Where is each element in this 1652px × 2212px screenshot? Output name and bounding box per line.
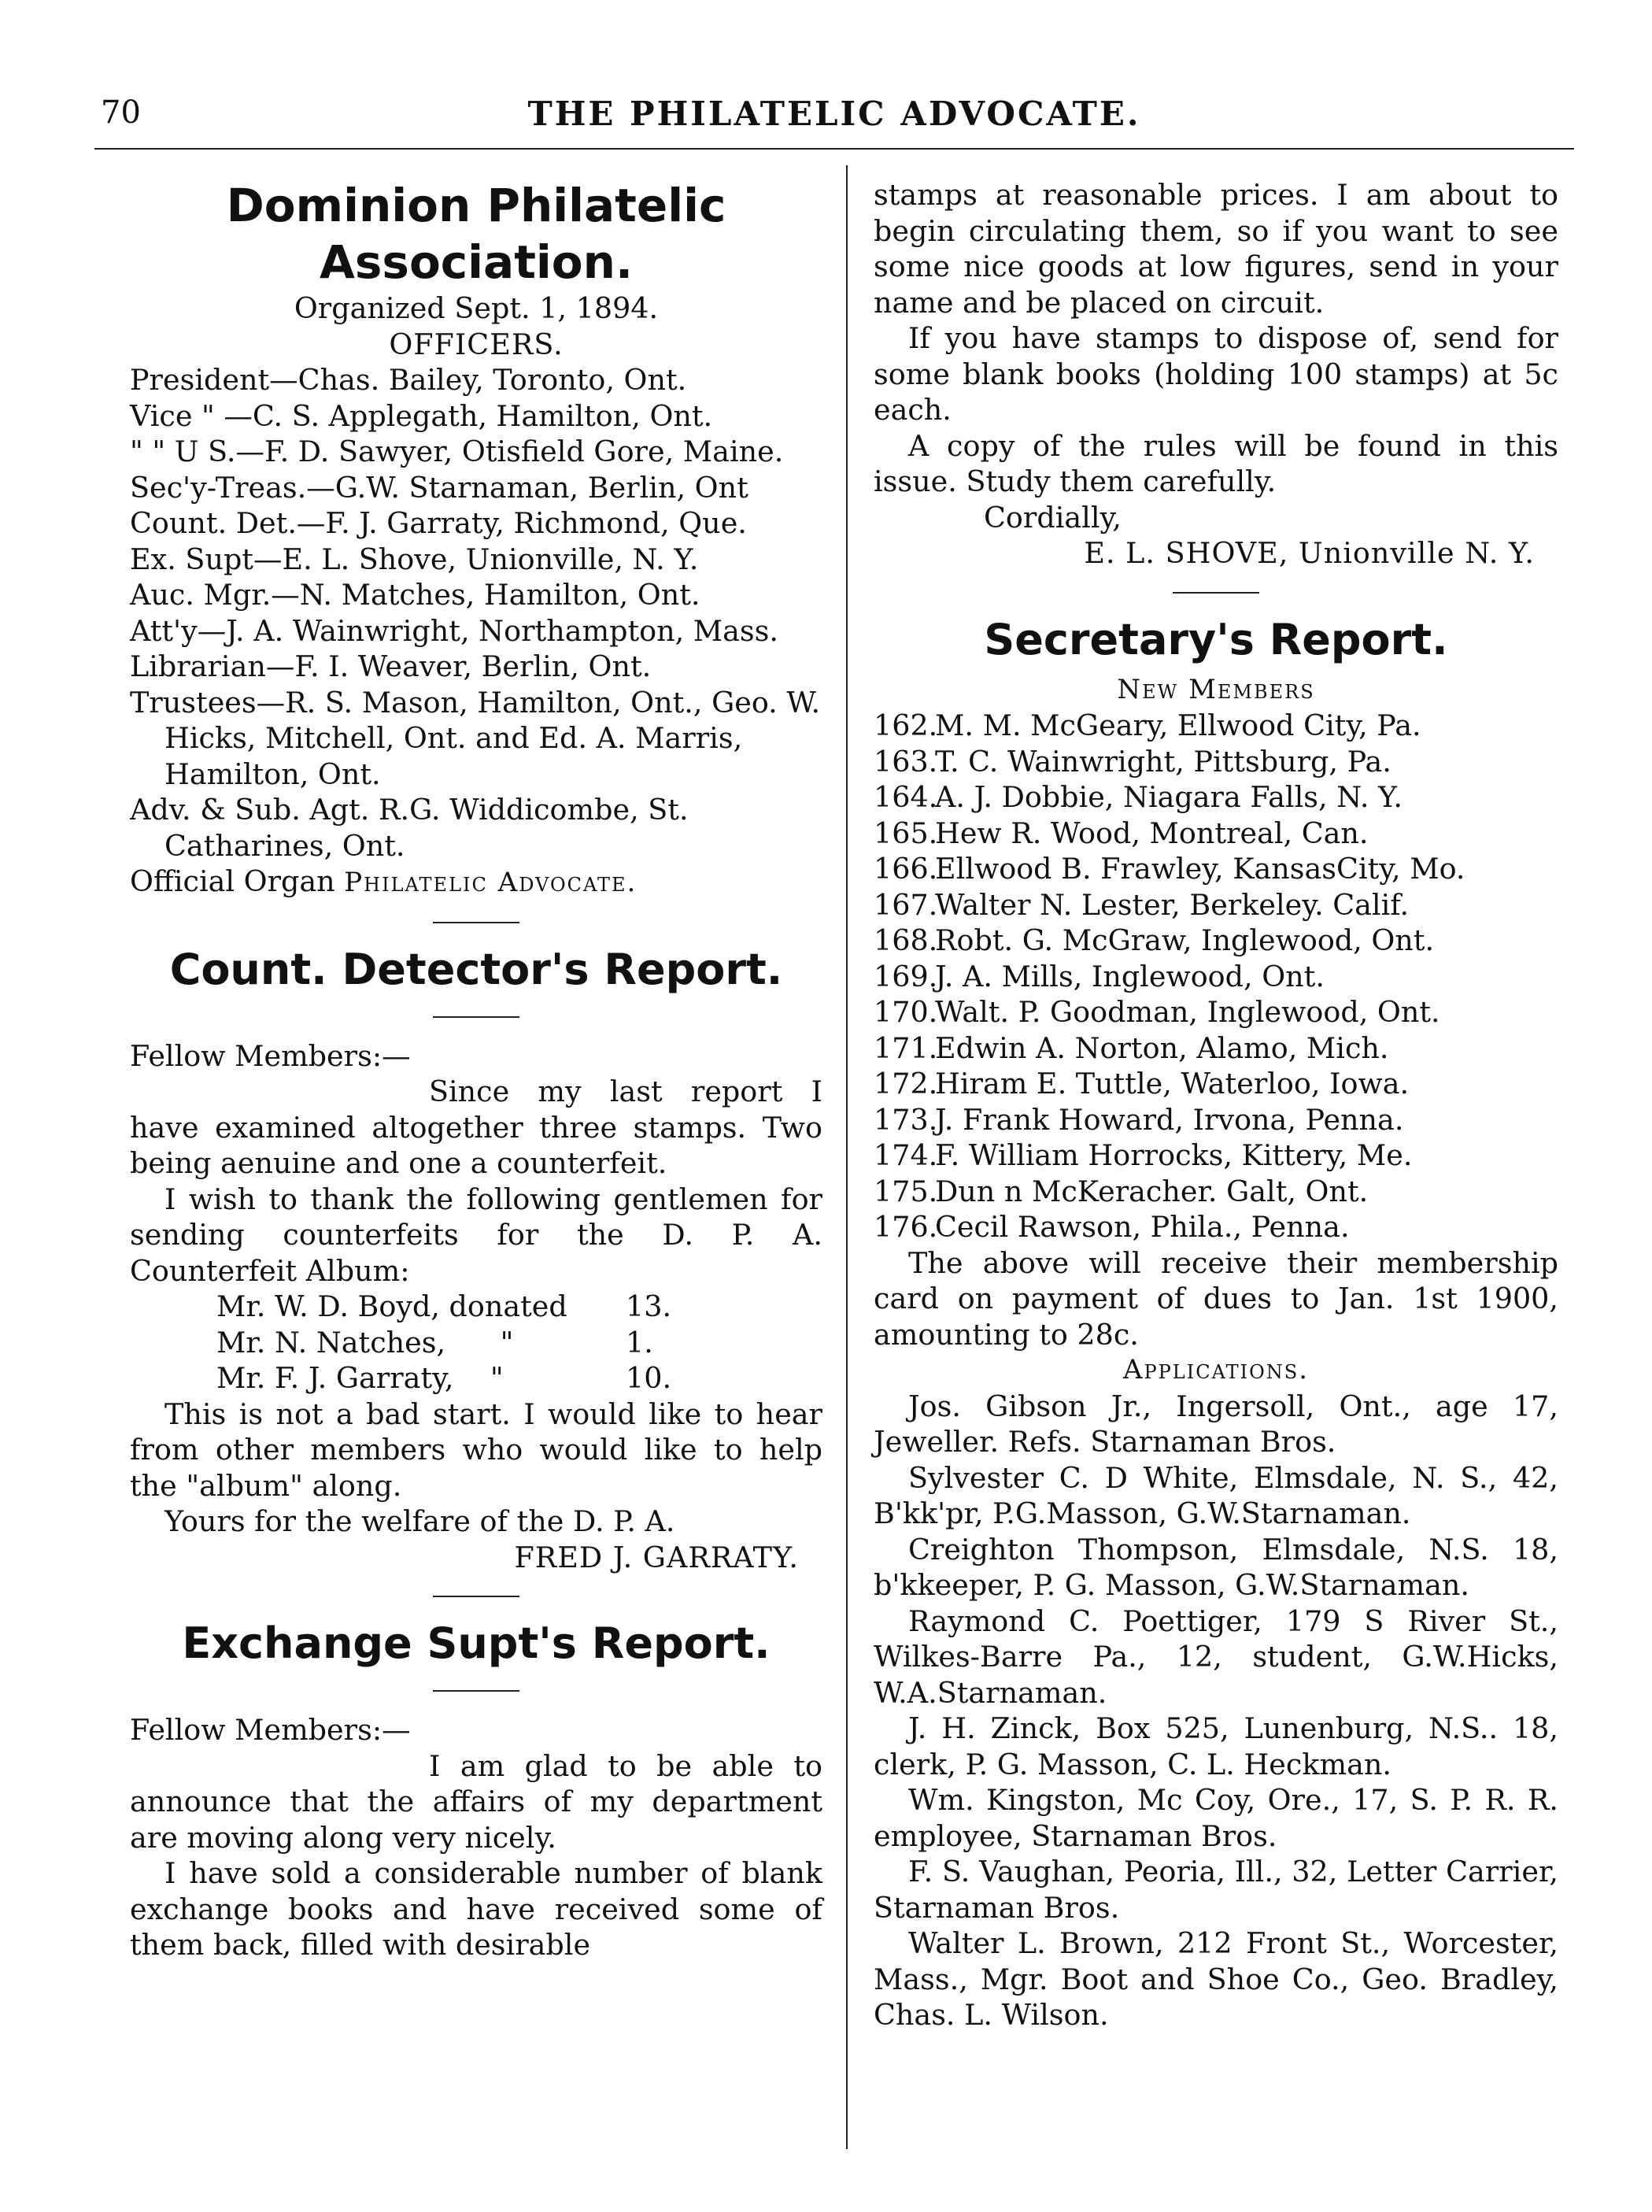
count-signature: FRED J. GARRATY.: [514, 1540, 799, 1574]
dpa-title-line1: Dominion Philatelic: [226, 179, 726, 232]
members-note: The above will receive their membership card on payment of dues to Jan. 1st 1900, amounting to 28c.: [874, 1245, 1558, 1352]
list-item: [874, 887, 1558, 923]
member-number: 167.: [874, 887, 938, 922]
list-item: [874, 959, 1558, 995]
member-text: Hew R. Wood, Montreal, Can.: [935, 816, 1369, 850]
donor-row: [216, 1325, 822, 1361]
count-paragraph-1: Since my last report I have examined altogether three stamps. Two being aenuine and one a counterfeit.: [130, 1075, 822, 1180]
member-number: 170.: [874, 995, 938, 1029]
exchange-signature: E. L. SHOVE, Unionville N. Y.: [1084, 536, 1535, 570]
section-divider: [433, 1690, 519, 1692]
organized-date: Organized Sept. 1, 1894.: [294, 291, 659, 325]
member-text: F. William Horrocks, Kittery, Me.: [935, 1138, 1413, 1172]
exchange-paragraph-2-start: I have sold a considerable number of blank exchange books and have received some of them back, filled with desirable: [130, 1856, 822, 1962]
member-text: Walter N. Lester, Berkeley. Calif.: [935, 887, 1410, 922]
application-entry: Jos. Gibson Jr., Ingersoll, Ont., age 17, Jeweller. Refs. Starnaman Bros.: [874, 1389, 1558, 1459]
list-item: [874, 1137, 1558, 1174]
count-salutation: Fellow Members:—: [130, 1038, 411, 1073]
officers-heading: OFFICERS.: [389, 327, 564, 361]
application-entry: F. S. Vaughan, Peoria, Ill., 32, Letter Carrier, Starnaman Bros.: [874, 1855, 1558, 1925]
dpa-section: [130, 177, 822, 901]
donor-list: [130, 1289, 822, 1396]
member-number: 164.: [874, 780, 938, 814]
official-organ-name: Philatelic Advocate.: [344, 867, 638, 898]
member-number: 171.: [874, 1030, 938, 1065]
officer-entry: Trustees—R. S. Mason, Hamilton, Ont., Geo. W. Hicks, Mitchell, Ont. and Ed. A. Marris, Hamilton, Ont.: [130, 685, 821, 791]
officer-entry: Count. Det.—F. J. Garraty, Richmond, Que.: [130, 506, 747, 540]
member-number: 174.: [874, 1138, 938, 1172]
exchange-paragraph-4: A copy of the rules will be found in this issue. Study them carefully.: [874, 428, 1558, 498]
member-text: M. M. McGeary, Ellwood City, Pa.: [935, 708, 1421, 742]
list-item: [874, 1174, 1558, 1210]
member-text: Dun n McKeracher. Galt, Ont.: [935, 1174, 1369, 1208]
member-number: 166.: [874, 852, 938, 886]
member-number: 172.: [874, 1067, 938, 1100]
officer-entry: Adv. & Sub. Agt. R.G. Widdicombe, St. Catharines, Ont.: [130, 793, 689, 863]
member-text: T. C. Wainwright, Pittsburg, Pa.: [935, 744, 1391, 779]
list-item: [874, 1209, 1558, 1245]
page-header: [94, 94, 1574, 142]
count-closing: Yours for the welfare of the D. P. A.: [164, 1504, 675, 1538]
official-organ: [130, 864, 822, 901]
application-entry: Creighton Thompson, Elmsdale, N.S. 18, b'kkeeper, P. G. Masson, G.W.Starnaman.: [874, 1532, 1558, 1602]
donor-name: Mr. W. D. Boyd, donated: [216, 1289, 567, 1323]
right-column: [874, 177, 1558, 2033]
member-number: 175.: [874, 1174, 938, 1208]
officers-list: [130, 362, 822, 901]
member-text: A. J. Dobbie, Niagara Falls, N. Y.: [935, 780, 1403, 814]
new-members-list: [874, 708, 1558, 1245]
exchange-supt-report: [130, 1618, 822, 1963]
officer-entry: " " U S.—F. D. Sawyer, Otisfield Gore, Maine.: [130, 435, 784, 468]
list-item: [874, 851, 1558, 887]
application-entry: Raymond C. Poettiger, 179 S River St., Wilkes-Barre Pa., 12, student, G.W.Hicks, W.A.Starnaman.: [874, 1604, 1558, 1710]
count-paragraph-3: This is not a bad start. I would like to hear from other members who would like to help the "album" along.: [130, 1396, 822, 1503]
exchange-paragraph-1: I am glad to be able to announce that the affairs of my department are moving along very nicely.: [130, 1748, 822, 1855]
member-number: 176.: [874, 1210, 938, 1244]
application-entry: Sylvester C. D White, Elmsdale, N. S., 42, B'kk'pr, P.G.Masson, G.W.Starnaman.: [874, 1460, 1558, 1530]
member-number: 168.: [874, 923, 938, 957]
list-item: [874, 816, 1558, 852]
left-column: [130, 177, 822, 1963]
exchange-closing: Cordially,: [984, 500, 1122, 535]
journal-title: THE PHILATELIC ADVOCATE.: [527, 94, 1141, 133]
page-number: 70: [101, 94, 141, 131]
application-entry: Wm. Kingston, Mc Coy, Ore., 17, S. P. R. R. employee, Starnaman Bros.: [874, 1783, 1558, 1853]
dpa-title-line2: Association.: [320, 235, 633, 289]
list-item: [874, 744, 1558, 780]
application-entry: Walter L. Brown, 212 Front St., Worcester, Mass., Mgr. Boot and Shoe Co., Geo. Bradley, Chas. L. Wilson.: [874, 1926, 1558, 2032]
donor-row: [216, 1289, 822, 1325]
header-rule: [94, 148, 1574, 150]
list-item: [874, 1102, 1558, 1138]
list-item: [874, 1066, 1558, 1102]
officer-entry: Att'y—J. A. Wainwright, Northampton, Mass.: [130, 613, 778, 648]
count-report-title: Count. Detector's Report.: [169, 944, 783, 994]
exchange-paragraph-3: If you have stamps to dispose of, send for some blank books (holding 100 stamps) at 5c each.: [874, 321, 1558, 427]
officer-entry: Vice " —C. S. Applegath, Hamilton, Ont.: [130, 398, 713, 433]
exchange-paragraph-2-end: stamps at reasonable prices. I am about to begin circulating them, so if you want to see some nice goods at low figures, send in your name and be placed on circuit.: [874, 178, 1558, 320]
officer-entry: Auc. Mgr.—N. Matches, Hamilton, Ont.: [130, 578, 700, 612]
section-divider: [433, 1596, 519, 1597]
list-item: [874, 923, 1558, 959]
donor-name: Mr. F. J. Garraty, ": [216, 1361, 504, 1395]
member-text: Edwin A. Norton, Alamo, Mich.: [935, 1030, 1389, 1065]
donor-amount: 1.: [626, 1325, 653, 1359]
applications-heading: Applications.: [1122, 1354, 1310, 1385]
member-number: 173.: [874, 1102, 938, 1137]
applications-list: [874, 1389, 1558, 2033]
officer-entry: President—Chas. Bailey, Toronto, Ont.: [130, 363, 687, 397]
officer-entry: Sec'y-Treas.—G.W. Starnaman, Berlin, Ont: [130, 470, 748, 505]
member-text: Ellwood B. Frawley, KansasCity, Mo.: [935, 852, 1465, 886]
secretary-report: [874, 614, 1558, 2033]
section-divider: [433, 922, 519, 923]
member-text: Hiram E. Tuttle, Waterloo, Iowa.: [935, 1067, 1410, 1100]
list-item: [874, 1030, 1558, 1067]
donor-amount: 10.: [626, 1361, 672, 1395]
column-divider: [846, 165, 848, 2149]
section-divider: [433, 1016, 519, 1018]
member-number: 163.: [874, 744, 938, 779]
donor-row: [216, 1360, 822, 1396]
member-text: J. A. Mills, Inglewood, Ont.: [935, 959, 1325, 993]
list-item: [874, 779, 1558, 816]
member-text: Robt. G. McGraw, Inglewood, Ont.: [935, 923, 1435, 957]
officer-entry: Librarian—F. I. Weaver, Berlin, Ont.: [130, 649, 652, 683]
exchange-salutation: Fellow Members:—: [130, 1713, 411, 1747]
officer-entry: Ex. Supt—E. L. Shove, Unionville, N. Y.: [130, 542, 699, 576]
donor-name: Mr. N. Natches, ": [216, 1325, 514, 1359]
secretary-report-title: Secretary's Report.: [984, 614, 1448, 664]
member-text: J. Frank Howard, Irvona, Penna.: [935, 1102, 1404, 1137]
exchange-report-title: Exchange Supt's Report.: [182, 1618, 771, 1668]
exchange-report-continued: [874, 177, 1558, 571]
member-number: 162.: [874, 708, 938, 742]
count-detector-report: [130, 944, 822, 1576]
count-paragraph-2: I wish to thank the following gentlemen for sending counterfeits for the D. P. A. Counterfeit Album:: [130, 1182, 822, 1288]
donor-amount: 13.: [626, 1289, 672, 1323]
member-text: Walt. P. Goodman, Inglewood, Ont.: [935, 995, 1440, 1029]
member-number: 169.: [874, 959, 938, 993]
list-item: [874, 994, 1558, 1030]
section-divider: [1173, 592, 1259, 594]
application-entry: J. H. Zinck, Box 525, Lunenburg, N.S.. 18, clerk, P. G. Masson, C. L. Heckman.: [874, 1711, 1558, 1781]
member-text: Cecil Rawson, Phila., Penna.: [935, 1210, 1350, 1244]
list-item: [874, 708, 1558, 744]
official-organ-prefix: Official Organ: [130, 864, 335, 898]
member-number: 165.: [874, 816, 938, 850]
new-members-heading: New Members: [1117, 673, 1315, 705]
